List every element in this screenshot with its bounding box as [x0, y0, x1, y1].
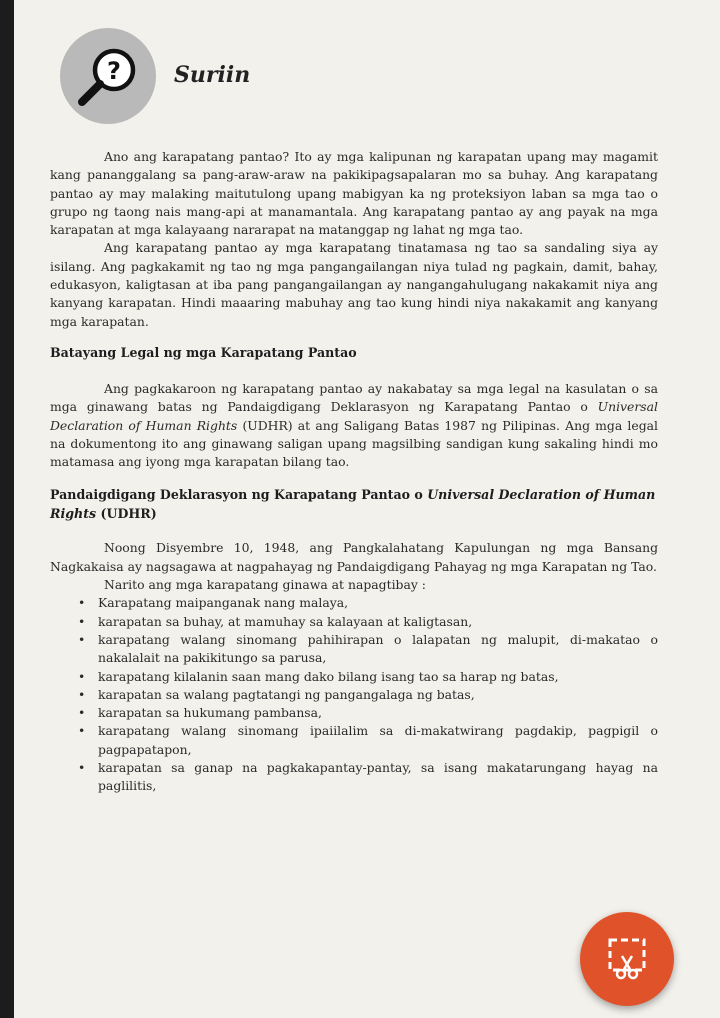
svg-text:?: ?	[107, 57, 121, 85]
paragraph-definition: Ang karapatang pantao ay mga karapatang tinatamasa ng tao sa sandaling siya ay isilang. Ang pagkakamit ng tao ng mga pangangailangan niya tulad ng pagkain, damit, bahay, edukasyon, kaligtasan at iba pang pangangailangan ay nangangahulugang nakakamit niya ang kanyang karapatan. Hindi maaaring mabuhay ang tao kung hindi niya nakakamit ang kanyang mga karapatan.	[50, 240, 658, 329]
list-item: • karapatan sa walang pagtatangi ng pangangalaga ng batas,	[78, 686, 475, 702]
screenshot-crop-button[interactable]	[580, 912, 674, 1006]
list-item: • karapatang kilalanin saan mang dako bilang isang tao sa harap ng batas,	[78, 668, 559, 684]
paragraph-udhr-history: Noong Disyembre 10, 1948, ang Pangkalahatang Kapulungan ng mga Bansang Nagkakaisa ay nagsagawa at nagpahayag ng Pandaigdigang Pahayag ng mga Karapatan ng Tao.	[50, 540, 658, 574]
list-item: • karapatan sa ganap na pagkakapantay-pantay, sa isang makatarungang hayag na paglilitis,	[78, 760, 658, 794]
paragraph-intro: Ano ang karapatang pantao? Ito ay mga kalipunan ng karapatan upang may magamit kang pananggalang sa pang-araw-araw na pakikipagsapalaran mo sa buhay. Ang karapatang pantao ay may malaking maitutulong upang mabigyan ka ng proteksiyon laban sa mga tao o grupo ng taong nais mang-api at manamantala. Ang karapatang pantao ay ang payak na mga karapatan at mga kalayaang nararapat na matanggap ng lahat ng mga tao.	[50, 149, 658, 238]
list-item: • karapatan sa buhay, at mamuhay sa kalayaan at kaligtasan,	[78, 613, 473, 629]
screenshot-crop-icon	[580, 912, 674, 1006]
paragraph-legal-basis: Ang pagkakaroon ng karapatang pantao ay nakabatay sa mga legal na kasulatan o sa mga ginawang batas ng Pandaigdigang Deklarasyon ng Karapatang Pantao o Universal Declaration of Human Rights (UDHR) at ang Saligang Batas 1987 ng Pilipinas. Ang mga legal na dokumentong ito ang ginawang saligan upang magsilbing sandigan kung sakaling hindi mo matamasa ang iyong mga karapatan bilang tao.	[50, 380, 658, 470]
list-item: • Karapatang maipanganak nang malaya,	[78, 595, 349, 611]
heading-udhr: Pandaigdigang Deklarasyon ng Karapatang Pantao o Universal Declaration of Human Rights (UDHR)	[50, 487, 656, 522]
list-item: • karapatan sa hukumang pambansa,	[78, 705, 322, 721]
question-magnifier-icon	[60, 28, 156, 124]
document-page	[14, 0, 720, 1018]
rights-list	[50, 594, 658, 795]
list-item: • karapatang walang sinomang ipaiilalim sa di-makatwirang pagdakip, pagpigil o pagpapatapon,	[78, 723, 658, 757]
heading-legal-basis: Batayang Legal ng mga Karapatang Pantao	[50, 344, 357, 360]
list-intro: Narito ang mga karapatang ginawa at napagtibay :	[104, 577, 426, 593]
document-body	[50, 148, 658, 796]
list-item: • karapatang walang sinomang pahihirapan o lalapatan ng malupit, di-makatao o nakalalait na pakikitungo sa parusa,	[78, 631, 658, 666]
section-title: Suriin	[174, 62, 251, 88]
